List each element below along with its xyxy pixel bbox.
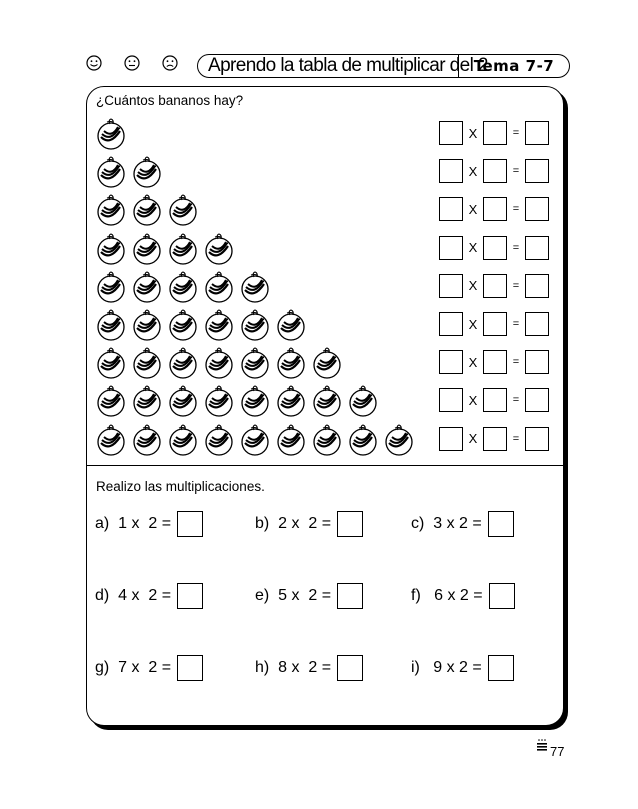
product-box[interactable] — [525, 388, 549, 412]
banana-row — [93, 191, 201, 227]
worksheet-frame — [86, 86, 564, 726]
multiplication-label: f) 6 x 2 = — [411, 587, 483, 604]
happy-face-icon[interactable] — [86, 55, 102, 71]
banana-icon — [273, 421, 309, 457]
multiplication-label: a) 1 x 2 = — [95, 515, 172, 532]
multiplication-item — [95, 511, 203, 537]
answer-box[interactable] — [177, 655, 203, 681]
factor-box[interactable] — [439, 388, 463, 412]
banana-icon — [93, 153, 129, 189]
equals-sign: = — [512, 127, 520, 139]
banana-icon — [93, 268, 129, 304]
equation-row — [439, 427, 549, 451]
times-sign: X — [468, 392, 478, 408]
banana-icon — [237, 344, 273, 380]
banana-icon — [273, 306, 309, 342]
factor-box[interactable] — [483, 159, 507, 183]
banana-icon — [165, 382, 201, 418]
times-sign: X — [468, 278, 478, 294]
equals-sign: = — [512, 318, 520, 330]
banana-icon — [165, 421, 201, 457]
answer-box[interactable] — [337, 583, 363, 609]
factor-box[interactable] — [439, 274, 463, 298]
banana-icon — [129, 191, 165, 227]
banana-icon — [165, 191, 201, 227]
answer-box[interactable] — [337, 511, 363, 537]
times-sign: X — [468, 316, 478, 332]
answer-box[interactable] — [177, 511, 203, 537]
banana-icon — [165, 230, 201, 266]
times-sign: X — [468, 163, 478, 179]
factor-box[interactable] — [483, 121, 507, 145]
times-sign: X — [468, 431, 478, 447]
multiplication-item — [411, 655, 514, 681]
banana-icon — [309, 344, 345, 380]
banana-icon — [201, 268, 237, 304]
multiplication-item — [95, 655, 203, 681]
factor-box[interactable] — [483, 312, 507, 336]
equation-row — [439, 121, 549, 145]
banana-icon — [237, 421, 273, 457]
answer-box[interactable] — [337, 655, 363, 681]
equals-sign: = — [512, 165, 520, 178]
product-box[interactable] — [525, 350, 549, 374]
banana-icon — [201, 306, 237, 342]
banana-icon — [165, 268, 201, 304]
banana-icon — [345, 421, 381, 457]
question-bananas: ¿Cuántos bananos hay? — [96, 93, 244, 108]
banana-icon — [237, 306, 273, 342]
banana-row — [93, 306, 309, 342]
answer-box[interactable] — [177, 583, 203, 609]
answer-box[interactable] — [488, 511, 514, 537]
multiplication-label: h) 8 x 2 = — [255, 659, 332, 676]
book-stack-icon — [536, 738, 548, 752]
factor-box[interactable] — [483, 274, 507, 298]
multiplication-item — [411, 511, 514, 537]
banana-row — [93, 115, 129, 151]
factor-box[interactable] — [483, 236, 507, 260]
times-sign: X — [468, 201, 478, 217]
banana-icon — [201, 344, 237, 380]
factor-box[interactable] — [439, 159, 463, 183]
banana-icon — [93, 115, 129, 151]
factor-box[interactable] — [483, 350, 507, 374]
banana-icon — [93, 421, 129, 457]
banana-icon — [201, 382, 237, 418]
banana-icon — [129, 306, 165, 342]
banana-icon — [201, 421, 237, 457]
banana-icon — [273, 344, 309, 380]
banana-icon — [309, 421, 345, 457]
multiplication-item — [255, 583, 363, 609]
product-box[interactable] — [525, 274, 549, 298]
banana-icon — [381, 421, 417, 457]
banana-icon — [273, 382, 309, 418]
factor-box[interactable] — [439, 350, 463, 374]
mood-faces — [86, 55, 178, 71]
banana-icon — [129, 153, 165, 189]
equation-row — [439, 197, 549, 221]
instruction-multiplications: Realizo las multiplicaciones. — [96, 479, 265, 494]
banana-icon — [129, 421, 165, 457]
banana-icon — [93, 306, 129, 342]
factor-box[interactable] — [439, 236, 463, 260]
banana-icon — [237, 382, 273, 418]
banana-icon — [201, 230, 237, 266]
times-sign: X — [468, 125, 478, 141]
neutral-face-icon[interactable] — [124, 55, 140, 71]
page-number: 77 — [550, 744, 565, 759]
banana-row — [93, 153, 165, 189]
multiplication-label: b) 2 x 2 = — [255, 515, 332, 532]
product-box[interactable] — [525, 197, 549, 221]
banana-icon — [93, 191, 129, 227]
answer-box[interactable] — [488, 655, 514, 681]
multiplication-item — [411, 583, 515, 609]
product-box[interactable] — [525, 236, 549, 260]
equation-row — [439, 312, 549, 336]
section-divider — [87, 465, 563, 466]
product-box[interactable] — [525, 159, 549, 183]
banana-icon — [237, 268, 273, 304]
banana-icon — [309, 382, 345, 418]
equals-sign: = — [512, 394, 520, 407]
factor-box[interactable] — [483, 427, 507, 451]
factor-box[interactable] — [439, 312, 463, 336]
factor-box[interactable] — [439, 427, 463, 451]
multiplication-label: e) 5 x 2 = — [255, 587, 332, 604]
product-box[interactable] — [525, 427, 549, 451]
equals-sign: = — [512, 241, 520, 254]
multiplication-item — [255, 655, 363, 681]
multiplication-label: c) 3 x 2 = — [411, 515, 482, 532]
product-box[interactable] — [525, 312, 549, 336]
factor-box[interactable] — [483, 197, 507, 221]
tema-label: Tema 7-7 — [459, 54, 570, 78]
times-sign: X — [468, 354, 478, 370]
multiplication-item — [95, 583, 203, 609]
equation-row — [439, 236, 549, 260]
answer-box[interactable] — [489, 583, 515, 609]
banana-icon — [129, 382, 165, 418]
multiplication-label: d) 4 x 2 = — [95, 587, 172, 604]
banana-row — [93, 421, 417, 457]
equals-sign: = — [512, 279, 520, 292]
banana-icon — [165, 344, 201, 380]
factor-box[interactable] — [439, 197, 463, 221]
equation-row — [439, 274, 549, 298]
banana-icon — [165, 306, 201, 342]
banana-icon — [93, 382, 129, 418]
factor-box[interactable] — [483, 388, 507, 412]
equation-row — [439, 388, 549, 412]
equation-row — [439, 159, 549, 183]
equation-row — [439, 350, 549, 374]
banana-row — [93, 230, 237, 266]
equals-sign: = — [512, 356, 520, 369]
banana-row — [93, 268, 273, 304]
worksheet-title: Aprendo la tabla de multiplicar del 2 — [197, 54, 459, 78]
factor-box[interactable] — [439, 121, 463, 145]
banana-row — [93, 344, 345, 380]
banana-icon — [345, 382, 381, 418]
banana-icon — [129, 230, 165, 266]
multiplication-label: g) 7 x 2 = — [95, 659, 172, 676]
multiplication-label: i) 9 x 2 = — [411, 659, 482, 676]
banana-row — [93, 382, 381, 418]
banana-icon — [93, 344, 129, 380]
equals-sign: = — [512, 432, 520, 445]
equals-sign: = — [512, 203, 520, 216]
multiplication-item — [255, 511, 363, 537]
times-sign: X — [468, 240, 478, 256]
sad-face-icon[interactable] — [162, 55, 178, 71]
banana-icon — [129, 344, 165, 380]
banana-icon — [129, 268, 165, 304]
banana-icon — [93, 230, 129, 266]
product-box[interactable] — [525, 121, 549, 145]
